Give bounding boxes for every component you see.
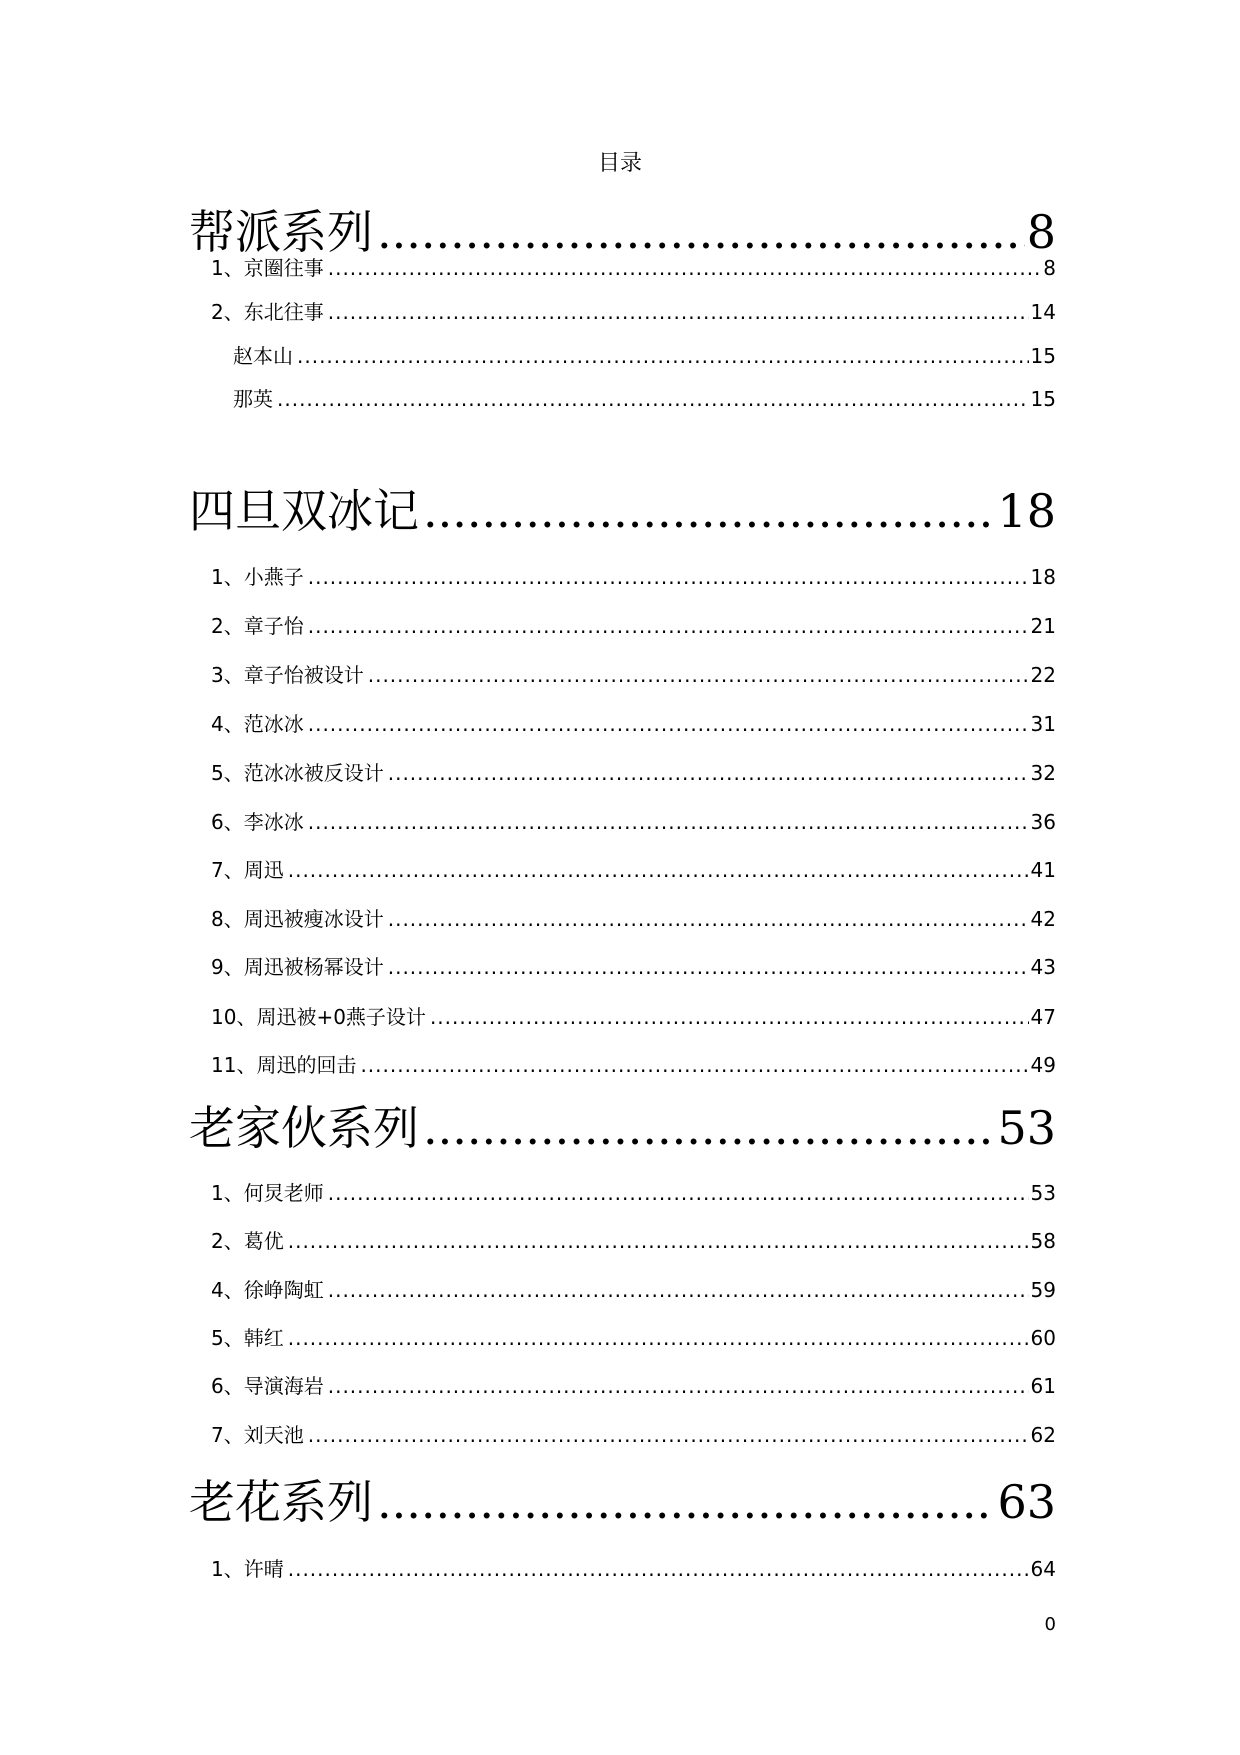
dot-leader bbox=[328, 1274, 1029, 1306]
toc-label: 1、何炅老师 bbox=[211, 1181, 324, 1205]
toc-label: 7、刘天池 bbox=[211, 1423, 304, 1447]
toc-entry[interactable] bbox=[189, 1419, 1056, 1451]
dot-leader bbox=[308, 561, 1029, 593]
toc-page-number: 36 bbox=[1030, 810, 1056, 834]
toc-page-number: 18 bbox=[997, 484, 1056, 538]
dot-leader bbox=[360, 1049, 1028, 1081]
document-title: 目录 bbox=[597, 151, 642, 176]
toc-label: 那英 bbox=[233, 387, 273, 411]
toc-entry[interactable] bbox=[189, 561, 1056, 593]
toc-entry[interactable] bbox=[189, 1370, 1056, 1402]
toc-subentry[interactable] bbox=[189, 340, 1056, 372]
toc-entry[interactable] bbox=[189, 757, 1056, 789]
dot-leader bbox=[328, 1370, 1029, 1402]
toc-entry[interactable] bbox=[189, 806, 1056, 838]
toc-label: 老家伙系列 bbox=[189, 1101, 419, 1155]
toc-entry[interactable] bbox=[189, 252, 1056, 284]
toc-label: 4、徐峥陶虹 bbox=[211, 1278, 324, 1302]
dot-leader bbox=[377, 1470, 995, 1534]
toc-page-number: 41 bbox=[1030, 858, 1056, 882]
toc-entry[interactable] bbox=[189, 1322, 1056, 1354]
dot-leader bbox=[308, 610, 1029, 642]
toc-page-number: 61 bbox=[1030, 1374, 1056, 1398]
toc-label: 四旦双冰记 bbox=[189, 484, 419, 538]
dot-leader bbox=[288, 1322, 1029, 1354]
toc-entry[interactable] bbox=[189, 951, 1056, 983]
toc-entry[interactable] bbox=[189, 659, 1056, 691]
toc-entry[interactable] bbox=[189, 1049, 1056, 1081]
toc-entry[interactable] bbox=[189, 1177, 1056, 1209]
toc-entry[interactable] bbox=[189, 296, 1056, 328]
dot-leader bbox=[288, 1553, 1029, 1585]
dot-leader bbox=[430, 1001, 1029, 1033]
dot-leader bbox=[277, 383, 1029, 415]
toc-entry[interactable] bbox=[189, 610, 1056, 642]
toc-label: 帮派系列 bbox=[189, 205, 373, 259]
toc-page-number: 21 bbox=[1030, 614, 1056, 638]
toc-label: 1、京圈往事 bbox=[211, 256, 324, 280]
toc-label: 8、周迅被瘦冰设计 bbox=[211, 907, 384, 931]
toc-page-number: 64 bbox=[1030, 1557, 1056, 1581]
toc-label: 2、章子怡 bbox=[211, 614, 304, 638]
dot-leader bbox=[328, 252, 1042, 284]
toc-label: 5、韩红 bbox=[211, 1326, 284, 1350]
dot-leader bbox=[297, 340, 1029, 372]
toc-page-number: 49 bbox=[1030, 1053, 1056, 1077]
dot-leader bbox=[308, 806, 1029, 838]
toc-page-number: 42 bbox=[1030, 907, 1056, 931]
toc-page-number: 53 bbox=[997, 1101, 1056, 1155]
toc-page-number: 15 bbox=[1030, 344, 1056, 368]
toc-page-number: 62 bbox=[1030, 1423, 1056, 1447]
dot-leader bbox=[308, 708, 1029, 740]
toc-label: 4、范冰冰 bbox=[211, 712, 304, 736]
dot-leader bbox=[308, 1419, 1029, 1451]
toc-entry[interactable] bbox=[189, 903, 1056, 935]
dot-leader bbox=[388, 951, 1029, 983]
toc-label: 10、周迅被+0燕子设计 bbox=[211, 1005, 426, 1029]
dot-leader bbox=[368, 659, 1029, 691]
toc-entry[interactable] bbox=[189, 1274, 1056, 1306]
toc-page-number: 8 bbox=[1026, 205, 1056, 259]
toc-entry[interactable] bbox=[189, 1225, 1056, 1257]
toc-page-number: 31 bbox=[1030, 712, 1056, 736]
toc-page-number: 8 bbox=[1043, 256, 1056, 280]
page-number: 0 bbox=[1044, 1614, 1056, 1635]
toc-label: 2、东北往事 bbox=[211, 300, 324, 324]
toc-page-number: 18 bbox=[1030, 565, 1056, 589]
toc-entry[interactable] bbox=[189, 854, 1056, 886]
toc-label: 2、葛优 bbox=[211, 1229, 284, 1253]
toc-entry[interactable] bbox=[189, 1001, 1056, 1033]
dot-leader bbox=[388, 757, 1029, 789]
toc-page-number: 15 bbox=[1030, 387, 1056, 411]
toc-page-number: 60 bbox=[1030, 1326, 1056, 1350]
toc-label: 9、周迅被杨幂设计 bbox=[211, 955, 384, 979]
dot-leader bbox=[328, 1177, 1029, 1209]
toc-page-number: 59 bbox=[1030, 1278, 1056, 1302]
dot-leader bbox=[388, 903, 1029, 935]
toc-page-number: 53 bbox=[1030, 1181, 1056, 1205]
toc-page-number: 14 bbox=[1030, 300, 1056, 324]
dot-leader bbox=[423, 479, 995, 543]
toc-subentry[interactable] bbox=[189, 383, 1056, 415]
toc-label: 5、范冰冰被反设计 bbox=[211, 761, 384, 785]
dot-leader bbox=[288, 1225, 1029, 1257]
toc-label: 6、李冰冰 bbox=[211, 810, 304, 834]
dot-leader bbox=[423, 1096, 995, 1160]
toc-heading[interactable] bbox=[189, 479, 1056, 543]
toc-page-number: 32 bbox=[1030, 761, 1056, 785]
toc-label: 6、导演海岩 bbox=[211, 1374, 324, 1398]
toc-page-number: 22 bbox=[1030, 663, 1056, 687]
toc-label: 1、许晴 bbox=[211, 1557, 284, 1581]
toc-page-number: 58 bbox=[1030, 1229, 1056, 1253]
toc-label: 赵本山 bbox=[233, 344, 293, 368]
toc-label: 1、小燕子 bbox=[211, 565, 304, 589]
toc-label: 3、章子怡被设计 bbox=[211, 663, 364, 687]
dot-leader bbox=[288, 854, 1029, 886]
toc-page-number: 43 bbox=[1030, 955, 1056, 979]
toc-entry[interactable] bbox=[189, 1553, 1056, 1585]
toc-page-number: 63 bbox=[997, 1475, 1056, 1529]
toc-heading[interactable] bbox=[189, 1470, 1056, 1534]
toc-page-number: 47 bbox=[1030, 1005, 1056, 1029]
toc-label: 老花系列 bbox=[189, 1475, 373, 1529]
dot-leader bbox=[328, 296, 1029, 328]
toc-entry[interactable] bbox=[189, 708, 1056, 740]
toc-label: 11、周迅的回击 bbox=[211, 1053, 357, 1077]
toc-label: 7、周迅 bbox=[211, 858, 284, 882]
toc-heading[interactable] bbox=[189, 1096, 1056, 1160]
